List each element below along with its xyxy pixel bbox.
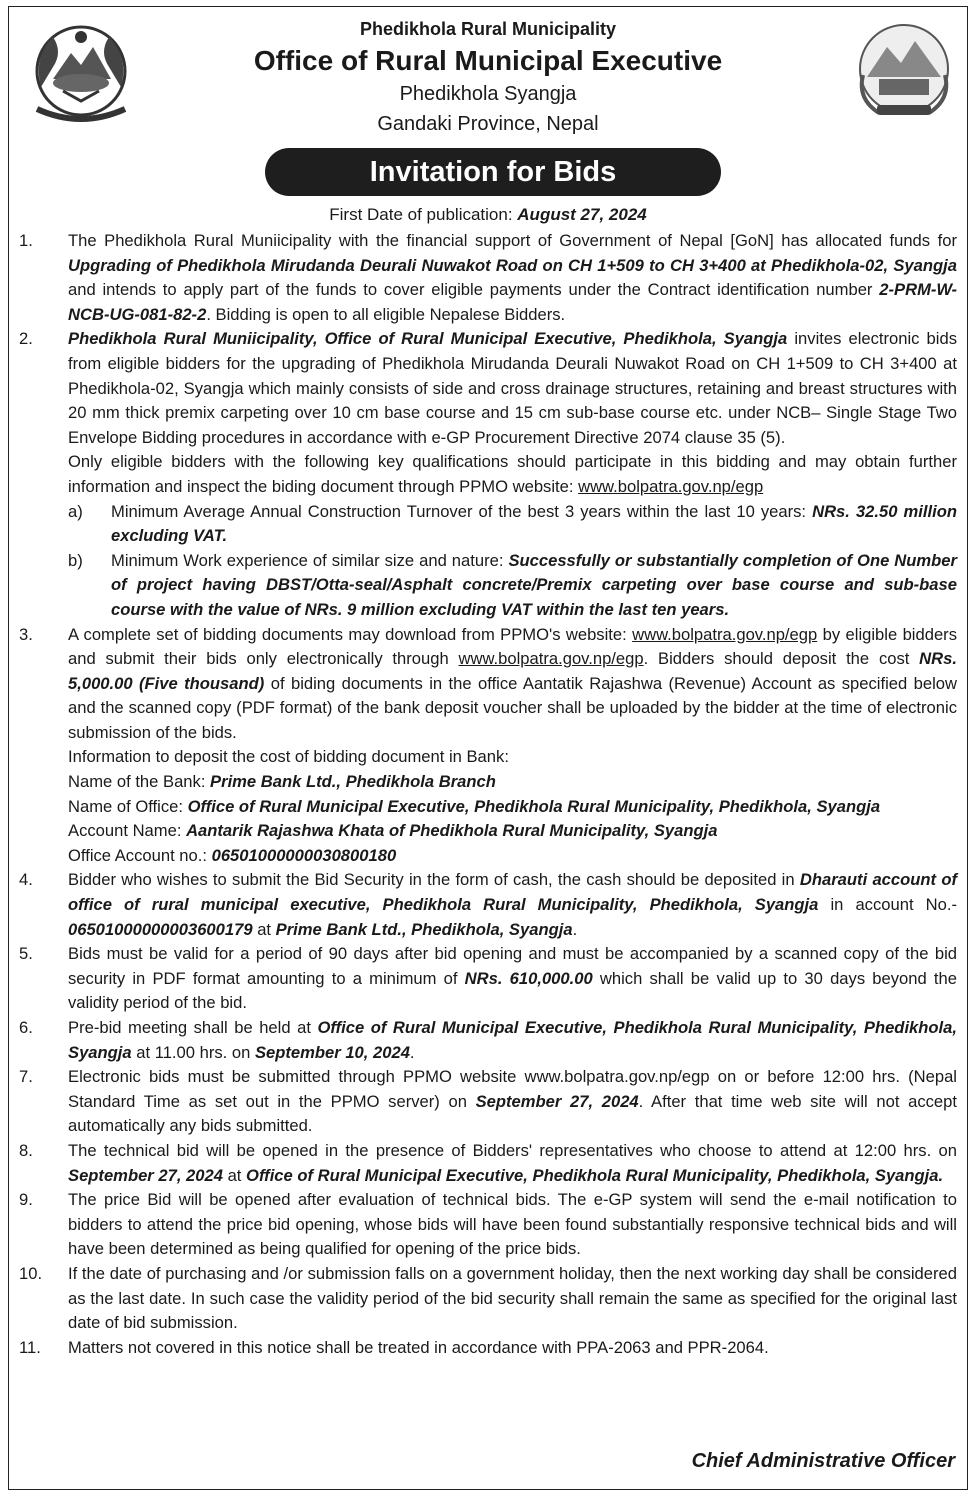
clause-number: 4.: [19, 870, 33, 890]
clause-7: [19, 1065, 957, 1139]
clause-number: 8.: [19, 1140, 33, 1160]
clause-text: The price Bid will be opened after evaluation of technical bids. The e-GP system will send the e-mail notification to bidders to attend the price bid opening, whose bids will have been found substantially responsive technical bids and will have been determined as being qualified for opening of the price bids.: [68, 1190, 957, 1259]
location-line-1: Phedikhola Syangja: [399, 83, 577, 105]
notice-page: [8, 6, 968, 1490]
letterhead: [9, 17, 967, 139]
clause-number: 5.: [19, 944, 33, 964]
notice-title: Invitation for Bids: [265, 148, 721, 196]
ppmo-link[interactable]: www.bolpatra.gov.np/egp: [458, 649, 644, 669]
clause-text: . Bidding is open to all eligible Nepalese Bidders.: [206, 304, 566, 324]
office-label: Name of Office:: [68, 796, 188, 816]
office-value: Office of Rural Municipal Executive, Phedikhola Rural Municipality, Phedikhola, Syangja: [187, 796, 881, 816]
clause-text: .: [409, 1042, 415, 1062]
bid-security-amount: NRs. 610,000.00: [464, 968, 593, 988]
clause-text: A complete set of bidding documents may download from PPMO's website:: [68, 624, 633, 644]
location-line-2: Gandaki Province, Nepal: [377, 113, 599, 135]
clause-text: at: [222, 1165, 247, 1185]
clause-text: Pre-bid meeting shall be held at: [68, 1018, 318, 1037]
dharauti-bank: Prime Bank Ltd., Phedikhola, Syangja: [275, 919, 573, 939]
sub-clause-number: a): [68, 501, 83, 521]
clause-4: [19, 868, 957, 942]
dharauti-account: Dharauti account of office of rural municipal executive, Phedikhola Rural Municipality, Phedikhola, Syangja: [68, 870, 957, 915]
experience-requirement: Successfully or substantially completion of One Number of project having DBST/Otta-seal/Asphalt concrete/Premix carpeting over base course and sub-base course with the value of NRs. 9 million excluding VAT within the last ten years.: [111, 550, 957, 619]
clause-text: .: [572, 919, 578, 939]
municipality-name: Phedikhola Rural Municipality: [359, 19, 617, 39]
clause-number: 3.: [19, 624, 33, 644]
publication-date-label: First Date of publication:: [329, 205, 518, 224]
clause-text: Only eligible bidders with the following key qualifications should participate in this bidding and may obtain further information and inspect the biding document through PPMO website:: [68, 452, 957, 496]
clause-number: 9.: [19, 1190, 33, 1210]
clause-text: and intends to apply part of the funds to cover eligible payments under the Contract identification number: [68, 280, 880, 300]
clause-number: 6.: [19, 1018, 33, 1037]
sub-clause-number: b): [68, 550, 83, 570]
ppmo-link[interactable]: www.bolpatra.gov.np/egp: [632, 624, 818, 644]
clause-text: Minimum Average Annual Construction Turnover of the best 3 years within the last 10 years:: [111, 501, 813, 521]
account-number-label: Office Account no.:: [68, 845, 212, 865]
clause-text: Bidder who wishes to submit the Bid Security in the form of cash, the cash should be deposited in: [68, 870, 800, 890]
clause-1: [19, 229, 957, 327]
clause-text: in account No.-: [818, 895, 957, 915]
signatory-title: Chief Administrative Officer: [691, 1450, 955, 1472]
turnover-requirement: NRs. 32.50 million excluding VAT.: [111, 501, 957, 546]
clause-text: . Bidders should deposit the cost: [643, 649, 920, 669]
clause-text: which shall be valid up to 30 days beyond the validity period of the bid.: [68, 968, 957, 1013]
employer-name: Phedikhola Rural Muniicipality, Office of Rural Municipal Executive, Phedikhola, Syangja: [68, 329, 788, 349]
clause-10: [19, 1262, 957, 1336]
clause-text: Matters not covered in this notice shall be treated in accordance with PPA-2063 and PPR-2064.: [68, 1337, 769, 1357]
clause-text: of biding documents in the office Aantatik Rajashwa (Revenue) Account as specified below and the scanned copy (PDF format) of the bank deposit voucher shall be uploaded by the bidder at the time of electronic submission of the bids.: [68, 673, 958, 742]
bank-info-heading: Information to deposit the cost of bidding document in Bank:: [68, 747, 509, 767]
account-name-value: Aantarik Rajashwa Khata of Phedikhola Rural Municipality, Syangja: [186, 821, 718, 841]
clause-text: Electronic bids must be submitted through PPMO website www.bolpatra.gov.np/egp on or before 12:00 hrs. (Nepal Standard Time as set out in the PPMO server) on: [68, 1067, 957, 1111]
clause-text: by eligible bidders and submit their bids only electronically through: [68, 624, 957, 669]
clause-text: If the date of purchasing and /or submission falls on a government holiday, then the next working day shall be considered as the last date. In such case the validity period of the bid security shall remain the same as specified for the original last date of bid submission.: [68, 1263, 957, 1333]
clause-6: [19, 1016, 957, 1065]
submission-date: September 27, 2024: [475, 1091, 639, 1111]
clause-2: [19, 327, 957, 499]
clause-8: [19, 1139, 957, 1188]
clause-text: invites electronic bids from eligible bidders for the upgrading of Phedikhola Mirudanda Deurali Nuwakot Road on CH 1+509 to CH 3+400 at Phedikhola-02, Syangja which mainly consists of side and cross drainage structures, retaining and breast structures with 20 mm thick premix carpeting over 10 cm base course and 15 cm sub-base course etc. under NCB– Single Stage Two Envelope Bidding procedures in accordance with e-GP Procurement Directive 2074 clause 35 (5).: [68, 329, 957, 447]
meeting-date: September 10, 2024: [254, 1042, 410, 1062]
clause-text: at 11.00 hrs. on: [131, 1042, 255, 1062]
clause-number: 7.: [19, 1067, 33, 1087]
clause-text: The technical bid will be opened in the presence of Bidders' representatives who choose to attend at 12:00 hrs. on: [68, 1140, 957, 1160]
bank-value: Prime Bank Ltd., Phedikhola Branch: [210, 772, 496, 792]
opening-date: September 27, 2024: [68, 1165, 223, 1185]
clause-text: at: [252, 919, 276, 939]
notice-body: [19, 229, 957, 1360]
account-name-label: Account Name:: [68, 821, 187, 841]
qualification-b: [19, 549, 957, 623]
contract-id: 2-PRM-W-NCB-UG-081-82-2: [68, 280, 957, 324]
meeting-venue: Office of Rural Municipal Executive, Phedikhola Rural Municipality, Phedikhola, Syangja: [68, 1018, 958, 1062]
account-number-value: 06501000000030800180: [211, 845, 397, 865]
clause-text: Minimum Work experience of similar size and nature:: [111, 550, 509, 570]
dharauti-account-number: 06501000000003600179: [68, 919, 253, 939]
qualification-a: [19, 500, 957, 549]
opening-venue: Office of Rural Municipal Executive, Phedikhola Rural Municipality, Phedikhola, Syangja.: [246, 1165, 944, 1185]
ppmo-link[interactable]: www.bolpatra.gov.np/egp: [578, 476, 764, 496]
clause-number: 1.: [19, 231, 33, 250]
bank-label: Name of the Bank:: [68, 772, 211, 792]
publication-date-value: August 27, 2024: [517, 205, 647, 224]
clause-text: The Phedikhola Rural Muniicipality with the financial support of Government of Nepal [GoN] has allocated funds for: [68, 231, 957, 250]
clause-number: 2.: [19, 329, 33, 349]
publication-date: [9, 204, 967, 226]
office-name: Office of Rural Municipal Executive: [253, 45, 723, 76]
clause-3: [19, 623, 957, 869]
project-name: Upgrading of Phedikhola Mirudanda Deurali Nuwakot Road on CH 1+509 to CH 3+400 at Phedikhola-02, Syangja: [68, 255, 957, 275]
clause-text: Bids must be valid for a period of 90 days after bid opening and must be accompanied by a scanned copy of the bid security in PDF format amounting to a minimum of: [68, 944, 957, 988]
clause-11: [19, 1336, 957, 1361]
clause-number: 10.: [19, 1263, 43, 1283]
clause-9: [19, 1188, 957, 1262]
clause-text: . After that time web site will not accept automatically any bids submitted.: [68, 1091, 957, 1136]
clause-number: 11.: [19, 1337, 41, 1357]
document-cost: NRs. 5,000.00 (Five thousand): [68, 649, 957, 693]
clause-5: [19, 942, 957, 1016]
